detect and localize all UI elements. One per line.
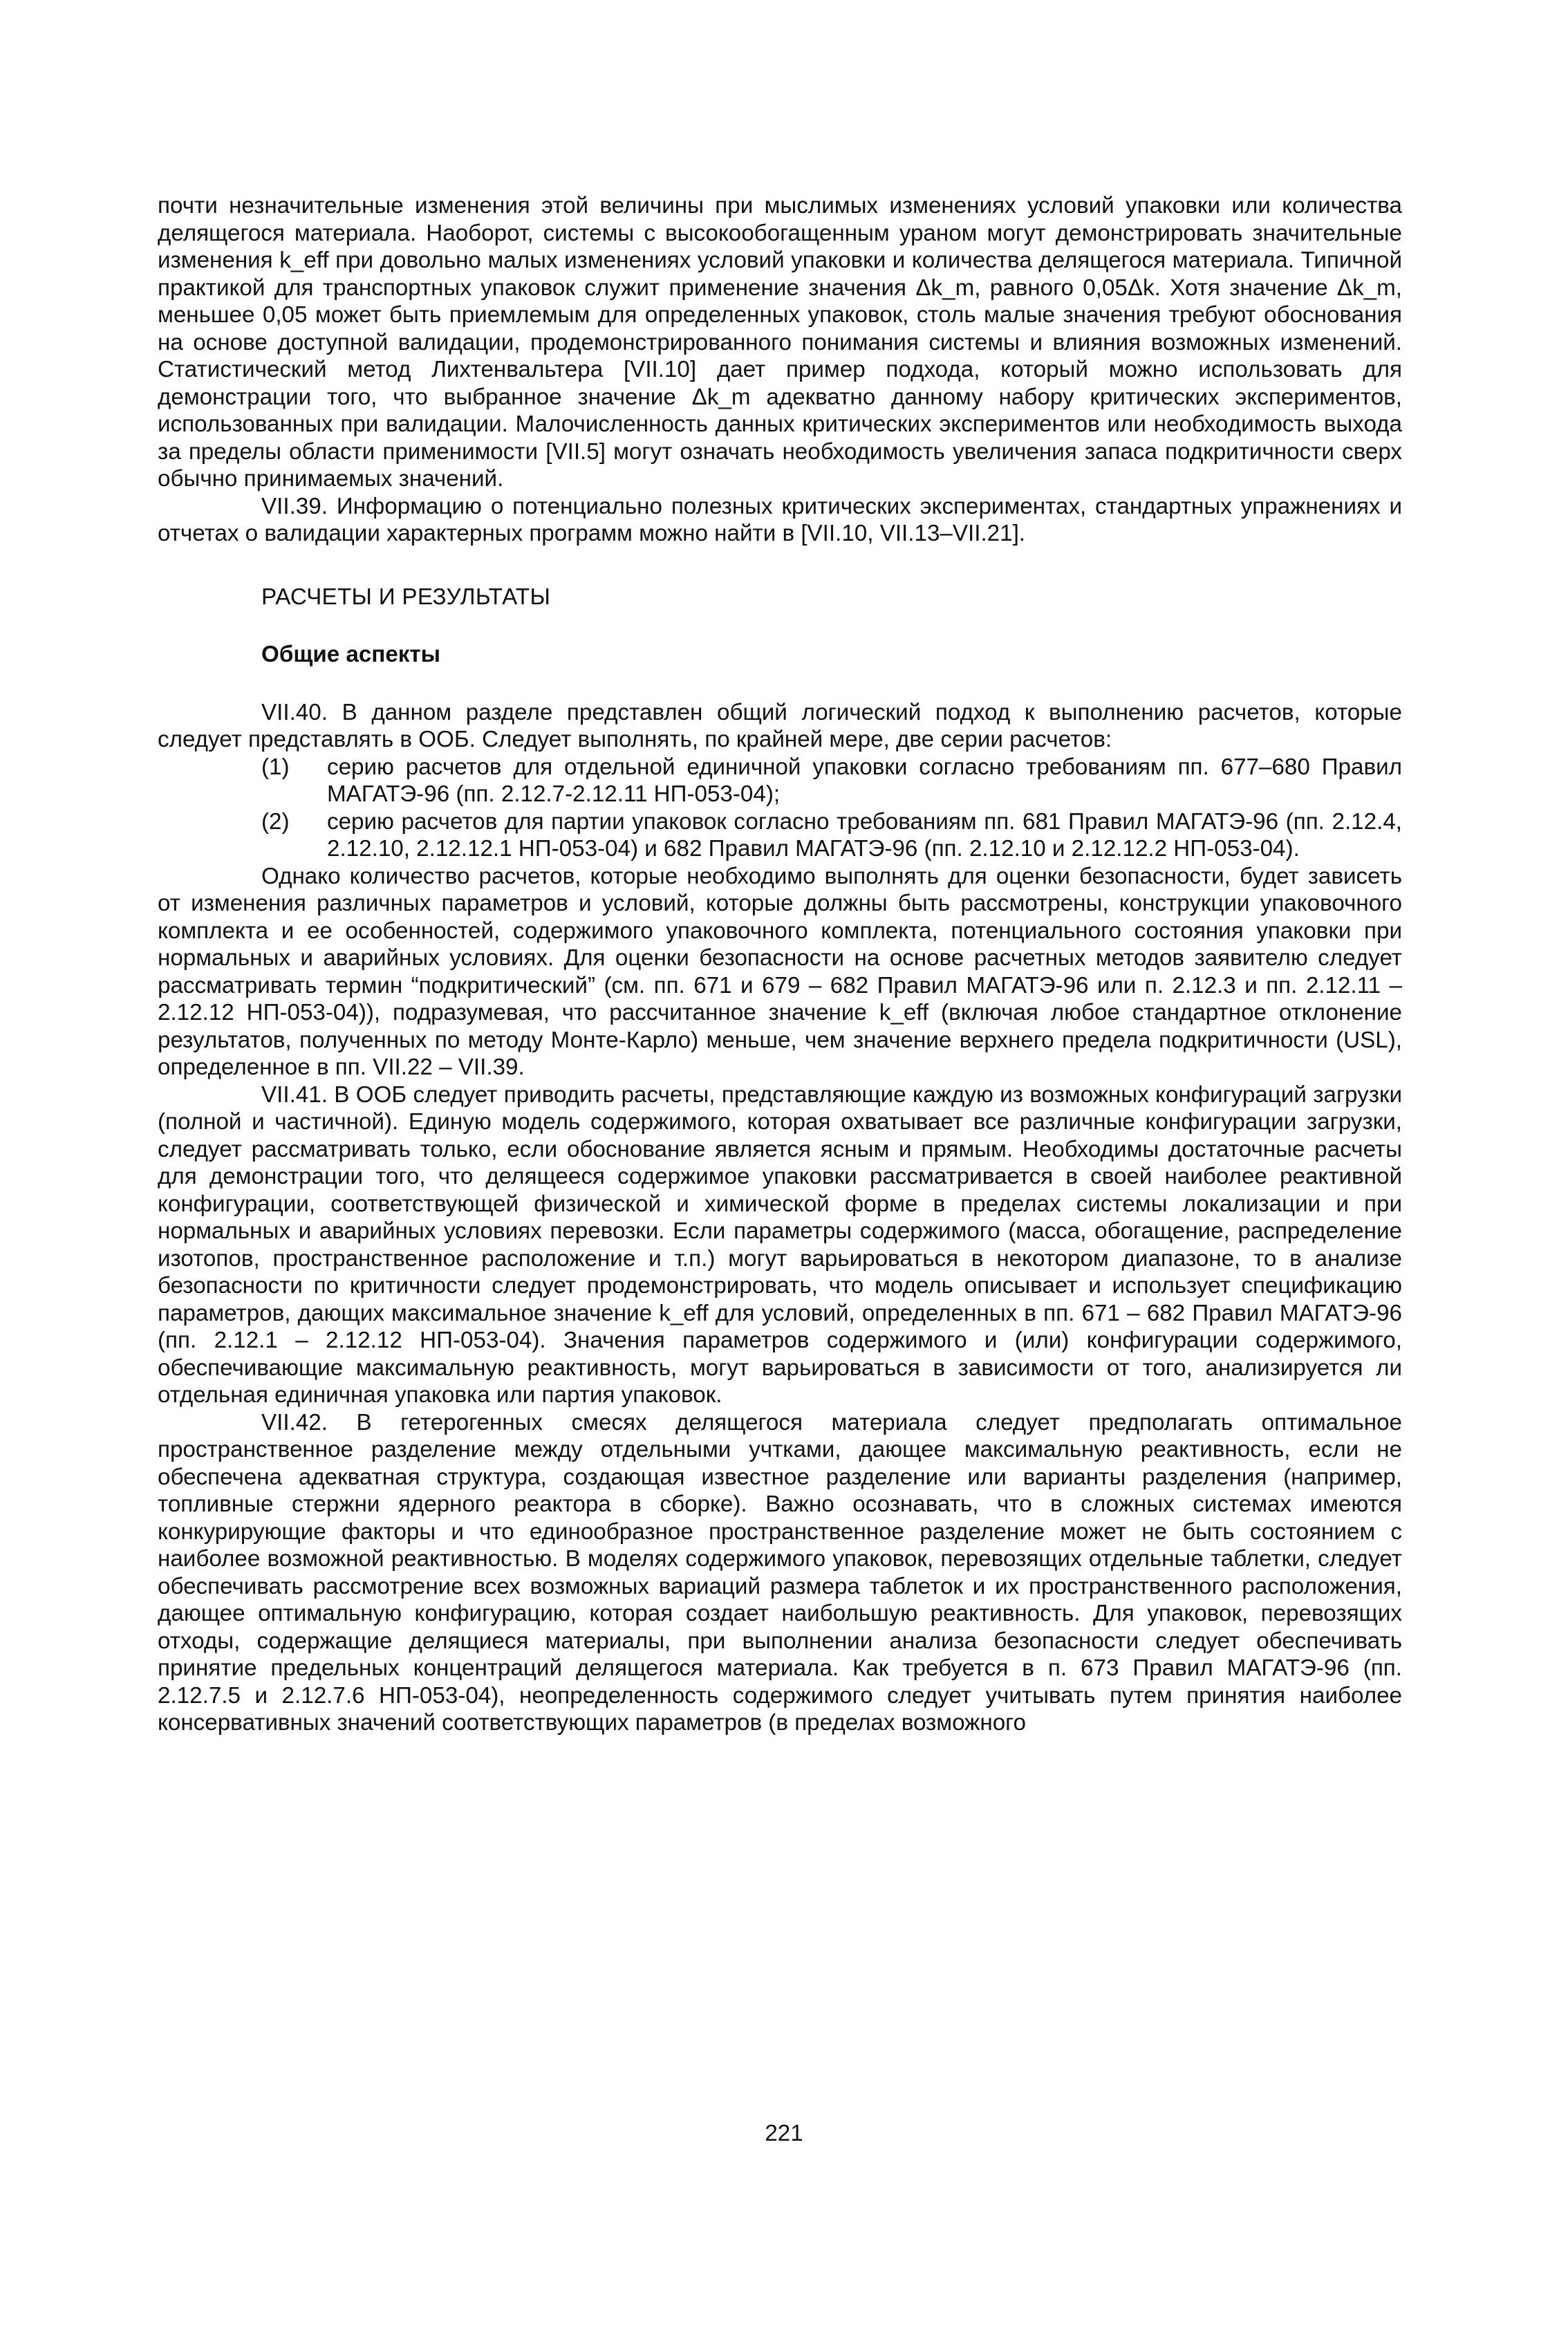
- paragraph-vii-40-continued: Однако количество расчетов, которые необходимо выполнять для оценки безопасности, будет зависеть от изменения различных параметров и условий, которые должны быть рассмотрены, конструкции упаковочного комплекта и ее особенностей, содержимого упаковочного комплекта, потенциального состояния упаковки при нормальных и аварийных условиях. Для оценки безопасности на основе расчетных методов заявителю следует рассматривать термин “подкритический” (см. пп. 671 и 679 – 682 Правил МАГАТЭ-96 или п. 2.12.3 и пп. 2.12.11 – 2.12.12 НП-053-04)), подразумевая, что рассчитанное значение k_eff (включая любое стандартное отклонение результатов, полученных по методу Монте-Карло) меньше, чем значение верхнего предела подкритичности (USL), определенное в пп. VII.22 – VII.39.: [158, 863, 1402, 1080]
- list-item-number: (1): [261, 754, 290, 780]
- list-item-text: серию расчетов для отдельной единичной упаковки согласно требованиям пп. 677–680 Правил МАГАТЭ-96 (пп. 2.12.7-2.12.11 НП-053-04);: [327, 754, 1402, 807]
- list-item: [261, 754, 1402, 808]
- page-number: 221: [765, 2121, 803, 2146]
- paragraph-vii-41: VII.41. В ООБ следует приводить расчеты, представляющие каждую из возможных конфигураций загрузки (полной и частичной). Единую модель содержимого, которая охватывает все различные конфигурации загрузки, следует рассматривать только, если обоснование является ясным и прямым. Необходимы достаточные расчеты для демонстрации того, что делящееся содержимое упаковки рассматривается в своей наиболее реактивной конфигурации, соответствующей физической и химической форме в пределах системы локализации и при нормальных и аварийных условиях перевозки. Если параметры содержимого (масса, обогащение, распределение изотопов, пространственное расположение и т.п.) могут варьироваться в некотором диапазоне, то в анализе безопасности по критичности следует продемонстрировать, что модель описывает и использует спецификацию параметров, дающих максимальное значение k_eff для условий, определенных в пп. 671 – 682 Правил МАГАТЭ-96 (пп. 2.12.1 – 2.12.12 НП-053-04). Значения параметров содержимого и (или) конфигурации содержимого, обеспечивающие максимальную реактивность, могут варьироваться в зависимости от того, анализируется ли отдельная единичная упаковка или партия упаковок.: [158, 1081, 1402, 1408]
- paragraph-vii-39: VII.39. Информацию о потенциально полезных критических экспериментах, стандартных упражнениях и отчетах о валидации характерных программ можно найти в [VII.10, VII.13–VII.21].: [158, 493, 1402, 546]
- paragraph-continuation: почти незначительные изменения этой величины при мыслимых изменениях условий упаковки или количества делящегося материала. Наоборот, системы с высокообогащенным ураном могут демонстрировать значительные изменения k_eff при довольно малых изменениях условий упаковки и количества делящегося материала. Типичной практикой для транспортных упаковок служит применение значения Δk_m, равного 0,05Δk. Хотя значение Δk_m, меньшее 0,05 может быть приемлемым для определенных упаковок, столь малые значения требуют обоснования на основе доступной валидации, продемонстрированного понимания системы и влияния возможных изменений. Статистический метод Лихтенвальтера [VII.10] дает пример подхода, который можно использовать для демонстрации того, что выбранное значение Δk_m адекватно данному набору критических экспериментов, использованных при валидации. Малочисленность данных критических экспериментов или необходимость выхода за пределы области применимости [VII.5] могут означать необходимость увеличения запаса подкритичности сверх обычно принимаемых значений.: [158, 193, 1402, 492]
- list-item-number: (2): [261, 808, 290, 835]
- calculation-series-list: [158, 754, 1402, 863]
- subsection-heading: Общие аспекты: [261, 642, 441, 667]
- paragraph-vii-42: VII.42. В гетерогенных смесях делящегося материала следует предполагать оптимальное пространственное разделение между отдельными учтками, дающее максимальную реактивность, если не обеспечена адекватная структура, создающая известное разделение или варианты разделения (например, топливные стержни ядерного реактора в сборке). Важно осознавать, что в сложных системах имеются конкурирующие факторы и что единообразное пространственное разделение может не быть состоянием с наиболее возможной реактивностью. В моделях содержимого упаковок, перевозящих отдельные таблетки, следует обеспечивать рассмотрение всех возможных вариаций размера таблеток и их пространственного расположения, дающее оптимальную конфигурацию, которая создает наибольшую реактивность. Для упаковок, перевозящих отходы, содержащие делящиеся материалы, при выполнении анализа безопасности следует обеспечивать принятие предельных концентраций делящегося материала. Как требуется в п. 673 Правил МАГАТЭ-96 (пп. 2.12.7.5 и 2.12.7.6 НП-053-04), неопределенность содержимого следует учитывать путем принятия наиболее консервативных значений соответствующих параметров (в пределах возможного: [158, 1409, 1402, 1736]
- list-item-text: серию расчетов для партии упаковок согласно требованиям пп. 681 Правил МАГАТЭ-96 (пп. 2.12.4, 2.12.10, 2.12.12.1 НП-053-04) и 682 Правил МАГАТЭ-96 (пп. 2.12.10 и 2.12.12.2 НП-053-04).: [327, 808, 1402, 862]
- section-heading: РАСЧЕТЫ И РЕЗУЛЬТАТЫ: [261, 584, 551, 610]
- document-page: [158, 192, 1402, 1737]
- paragraph-vii-40: VII.40. В данном разделе представлен общий логический подход к выполнению расчетов, которые следует представлять в ООБ. Следует выполнять, по крайней мере, две серии расчетов:: [158, 699, 1402, 752]
- list-item: [261, 808, 1402, 863]
